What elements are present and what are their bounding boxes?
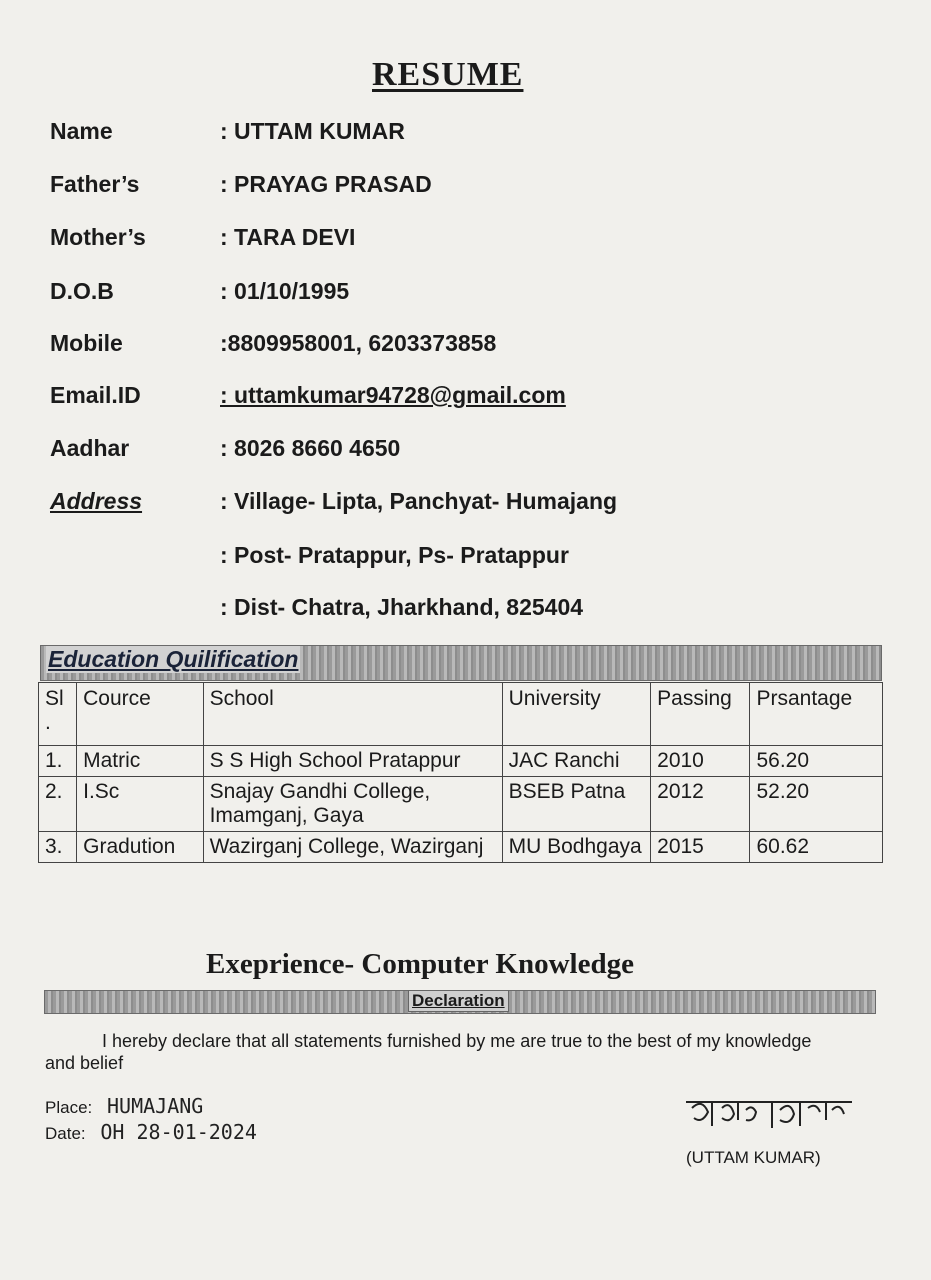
info-row-aadhar xyxy=(50,435,750,469)
info-label: Aadhar xyxy=(50,435,130,461)
place-line xyxy=(45,1094,203,1118)
experience-heading: Exeprience- Computer Knowledge xyxy=(206,948,634,980)
info-row-email xyxy=(50,382,750,416)
info-row-father xyxy=(50,171,750,205)
cell-school: S S High School Pratappur xyxy=(203,746,502,777)
col-header-school: School xyxy=(203,683,502,746)
education-title: Education Quilification xyxy=(48,646,299,672)
info-row-dob xyxy=(50,278,750,312)
cell-passing: 2012 xyxy=(651,777,750,832)
info-label: Mother’s xyxy=(50,224,146,250)
cell-sl: 3. xyxy=(39,832,77,863)
cell-school: Snajay Gandhi College, Imamganj, Gaya xyxy=(203,777,502,832)
signature-name: (UTTAM KUMAR) xyxy=(686,1148,821,1167)
table-header-row xyxy=(39,683,883,746)
info-value: : UTTAM KUMAR xyxy=(220,118,405,144)
address-line-3 xyxy=(50,594,750,628)
cell-university: BSEB Patna xyxy=(502,777,651,832)
info-label: Email.ID xyxy=(50,382,141,408)
cell-school: Wazirganj College, Wazirganj xyxy=(203,832,502,863)
info-value: : Dist- Chatra, Jharkhand, 825404 xyxy=(220,594,584,620)
education-table xyxy=(38,682,883,863)
info-label: D.O.B xyxy=(50,278,114,304)
table-row xyxy=(39,832,883,863)
info-value: : 01/10/1995 xyxy=(220,278,350,304)
cell-course: Gradution xyxy=(77,832,203,863)
date-value: OH 28-01-2024 xyxy=(100,1120,257,1144)
table-row xyxy=(39,777,883,832)
cell-passing: 2015 xyxy=(651,832,750,863)
info-row-address xyxy=(50,488,750,522)
info-value: : Village- Lipta, Panchyat- Humajang xyxy=(220,488,618,514)
info-row-name xyxy=(50,118,750,152)
cell-sl: 1. xyxy=(39,746,77,777)
table-row xyxy=(39,746,883,777)
cell-course: Matric xyxy=(77,746,203,777)
info-value: : Post- Pratappur, Ps- Pratappur xyxy=(220,542,569,568)
info-label: Name xyxy=(50,118,113,144)
cell-percentage: 52.20 xyxy=(750,777,883,832)
declaration-label: Declaration xyxy=(408,990,509,1012)
declaration-line: I hereby declare that all statements furnished by me are true to the best of my knowledge xyxy=(102,1031,812,1051)
col-header-course: Cource xyxy=(77,683,203,746)
place-label: Place: xyxy=(45,1098,93,1117)
info-value: :8809958001, 6203373858 xyxy=(220,330,497,356)
declaration-line: and belief xyxy=(45,1053,124,1073)
cell-course: I.Sc xyxy=(77,777,203,832)
cell-university: MU Bodhgaya xyxy=(502,832,651,863)
info-row-mobile xyxy=(50,330,750,364)
declaration-text xyxy=(45,1030,865,1074)
info-label: Father’s xyxy=(50,171,140,197)
col-header-sl: Sl . xyxy=(39,683,77,746)
cell-percentage: 56.20 xyxy=(750,746,883,777)
info-value: : PRAYAG PRASAD xyxy=(220,171,432,197)
place-value: HUMAJANG xyxy=(106,1094,204,1118)
info-row-mother xyxy=(50,224,750,258)
signature xyxy=(682,1088,862,1141)
address-label: Address xyxy=(50,488,143,514)
cell-passing: 2010 xyxy=(651,746,750,777)
date-label: Date: xyxy=(45,1124,86,1143)
col-header-passing: Passing xyxy=(651,683,750,746)
address-line-2 xyxy=(50,542,750,576)
cell-percentage: 60.62 xyxy=(750,832,883,863)
page-title: RESUME xyxy=(372,56,524,93)
email-value: : uttamkumar94728@gmail.com xyxy=(220,382,566,408)
handwritten-signature xyxy=(682,1088,862,1136)
info-value: : TARA DEVI xyxy=(220,224,356,250)
info-value: : 8026 8660 4650 xyxy=(220,435,401,461)
col-header-university: University xyxy=(502,683,651,746)
cell-sl: 2. xyxy=(39,777,77,832)
date-line xyxy=(45,1120,257,1144)
cell-university: JAC Ranchi xyxy=(502,746,651,777)
info-label: Mobile xyxy=(50,330,123,356)
col-header-percentage: Prsantage xyxy=(750,683,883,746)
